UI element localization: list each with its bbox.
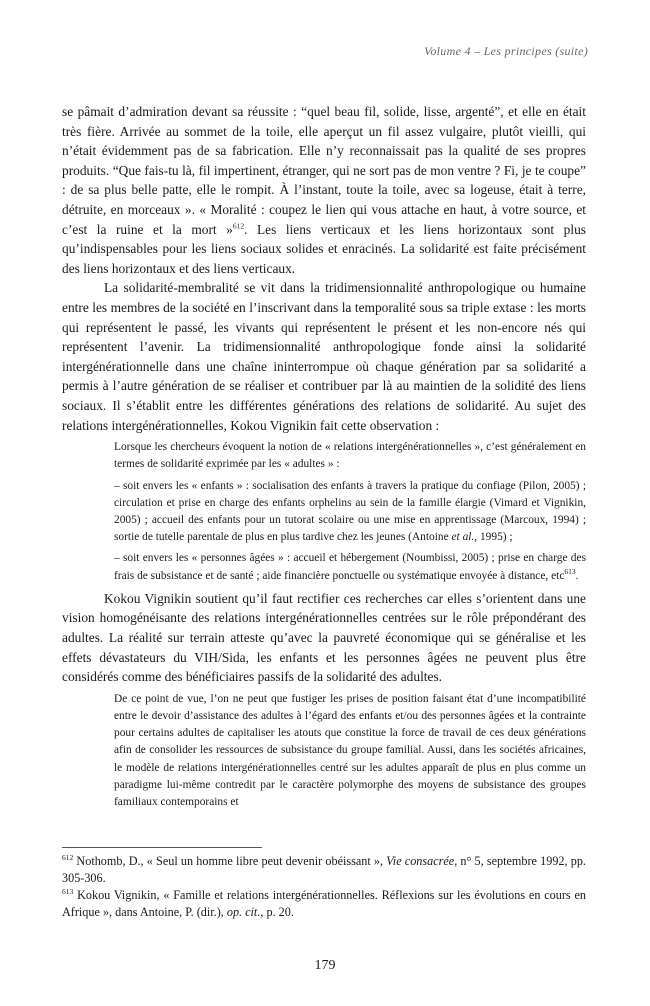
footnote-612-number: 612 xyxy=(62,852,74,862)
paragraph-3: Kokou Vignikin soutient qu’il faut rectifier ces recherches car elles s’orientent dans une vision homogénéisante des relations intergénérationnelles centrées sur le rôle prépondérant des adultes. La réalité sur terrain atteste qu’avec la pauvreté économique qui se généralise et les effets dévastateurs du VIH/Sida, les enfants et les personnes âgées ne peuvent plus être considérés comme des bénéficiaires passifs de la solidarité des adultes. xyxy=(62,590,586,685)
running-header: Volume 4 – Les principes (suite) xyxy=(424,44,588,58)
quote-1-item-children xyxy=(114,478,586,547)
footnote-ref-612[interactable]: 612 xyxy=(232,221,245,231)
quote-1-et-al: et al. xyxy=(451,531,475,544)
footnote-613 xyxy=(62,887,586,921)
quote-1-item-elderly xyxy=(114,550,586,584)
paragraph-2: La solidarité-membralité se vit dans la tridimensionnalité anthropologique ou humaine entre les membres de la société en l’inscrivant dans la temporalité sous sa triple extase : les morts qui représentent le passé, les vivants qui représentent le présent et les non-encore nés qui représentent l’avenir. La tridimensionnalité anthropologique fonde ainsi la solidarité intergénérationnelle dans une chaîne ininterrompue où chaque génération par sa solidarité a permis à l’autre génération de se réaliser et contribuer par là au maintien de la solidité des liens sociaux. Il s’établit entre les différentes générations des relations de solidarité. Au sujet des relations intergénérationnelles, Kokou Vignikin fait cette observation : xyxy=(62,280,586,433)
page-number: 179 xyxy=(314,958,336,973)
block-quote-2 xyxy=(62,691,586,811)
footnote-ref-613[interactable]: 613 xyxy=(564,566,576,576)
footnote-612-text: Nothomb, D., « Seul un homme libre peut devenir obéissant », xyxy=(73,854,387,868)
paragraph-1 xyxy=(62,102,586,278)
footnote-612 xyxy=(62,853,586,887)
footnote-613-op-cit: op. cit. xyxy=(226,905,261,919)
paragraph-1-continuation: . Les liens verticaux et les liens horizontaux sont plus qu’indispensables pour les liens sociaux solides et enracinés. La solidarité est faite précisément des liens horizontaux et des liens verticaux. xyxy=(62,221,586,276)
quote-2-text: De ce point de vue, l’on ne peut que fustiger les prises de position faisant état d’une incompatibilité entre le devoir d’assistance des adultes à l’égard des enfants et/ou des personnes âgées et la contrainte pour certains adultes de capitaliser les atouts que constitue la force de travail de ces deux générations afin de consolider les ressources de subsistance du groupe familial. Aussi, dans les sociétés africaines, le modèle de relations intergénérationnelles centré sur les adultes apparaît de plus en plus comme un paradigme lui-même contredit par le caractère polymorphe des moyens de subsistance des groupes familiaux contemporains et xyxy=(114,692,586,808)
footnotes xyxy=(62,853,586,921)
quote-1-item-children-end: , 1995) ; xyxy=(474,531,513,544)
quote-1-item-elderly-end: . xyxy=(575,569,579,582)
quote-1-intro: Lorsque les chercheurs évoquent la notion de « relations intergénérationnelles », c’est généralement en termes de solidarité exprimée par les « adultes » : xyxy=(114,441,586,471)
paragraph-1-text: se pâmait d’admiration devant sa réussite : “quel beau fil, solide, lisse, argenté”, et elle en était très fière. Arrivée au sommet de la toile, elle aperçut un fil assez vulgaire, plutôt vieilli, qui n’était évidemment pas de sa fabrication. Elle n’y reconnaissait pas la qualité de ses propres produits. “Que fais-tu là, fil impertinent, étranger, qui ne sort pas de mon ventre ? Fi, je te coupe” : de sa plus belle patte, elle le rompit. À l’instant, toute la toile, avec sa logeuse, était à terre, détruite, en morceaux ». « Moralité : coupez le lien qui vous attache en haut, à votre source, et c’est la ruine et la mort » xyxy=(62,104,586,237)
quote-1-item-children-text: – soit envers les « enfants » : socialisation des enfants à travers la pratique du confiage (Pilon, 2005) ; circulation et prise en charge des enfants orphelins au sein de la famille élargie (Vimard et Vignikin, 2005) ; accueil des enfants pour un tutorat scolaire ou une mise en apprentissage (Marcoux, 1994) ; sortie de tutelle parentale de plus en plus tardive chez les jeunes (Antoine xyxy=(114,479,586,544)
quote-1-item-elderly-text: – soit envers les « personnes âgées » : accueil et hébergement (Noumbissi, 2005) ; prise en charge des frais de subsistance et de santé ; aide financière ponctuelle ou systématique envoyée à distance, etc xyxy=(114,552,586,582)
footnote-613-end: , p. 20. xyxy=(260,905,294,919)
footnote-613-number: 613 xyxy=(62,886,74,896)
block-quote-1 xyxy=(62,439,586,585)
footnote-612-title: Vie consacrée xyxy=(386,854,455,868)
footnote-612-end: , n° 5, septembre 1992, pp. 305-306. xyxy=(62,854,586,885)
footnote-613-text: Kokou Vignikin, « Famille et relations intergénérationnelles. Réflexions sur les évolutions en cours en Afrique », dans Antoine, P. (dir.), xyxy=(62,888,586,919)
footnote-separator xyxy=(62,847,262,848)
page-body xyxy=(62,102,586,815)
